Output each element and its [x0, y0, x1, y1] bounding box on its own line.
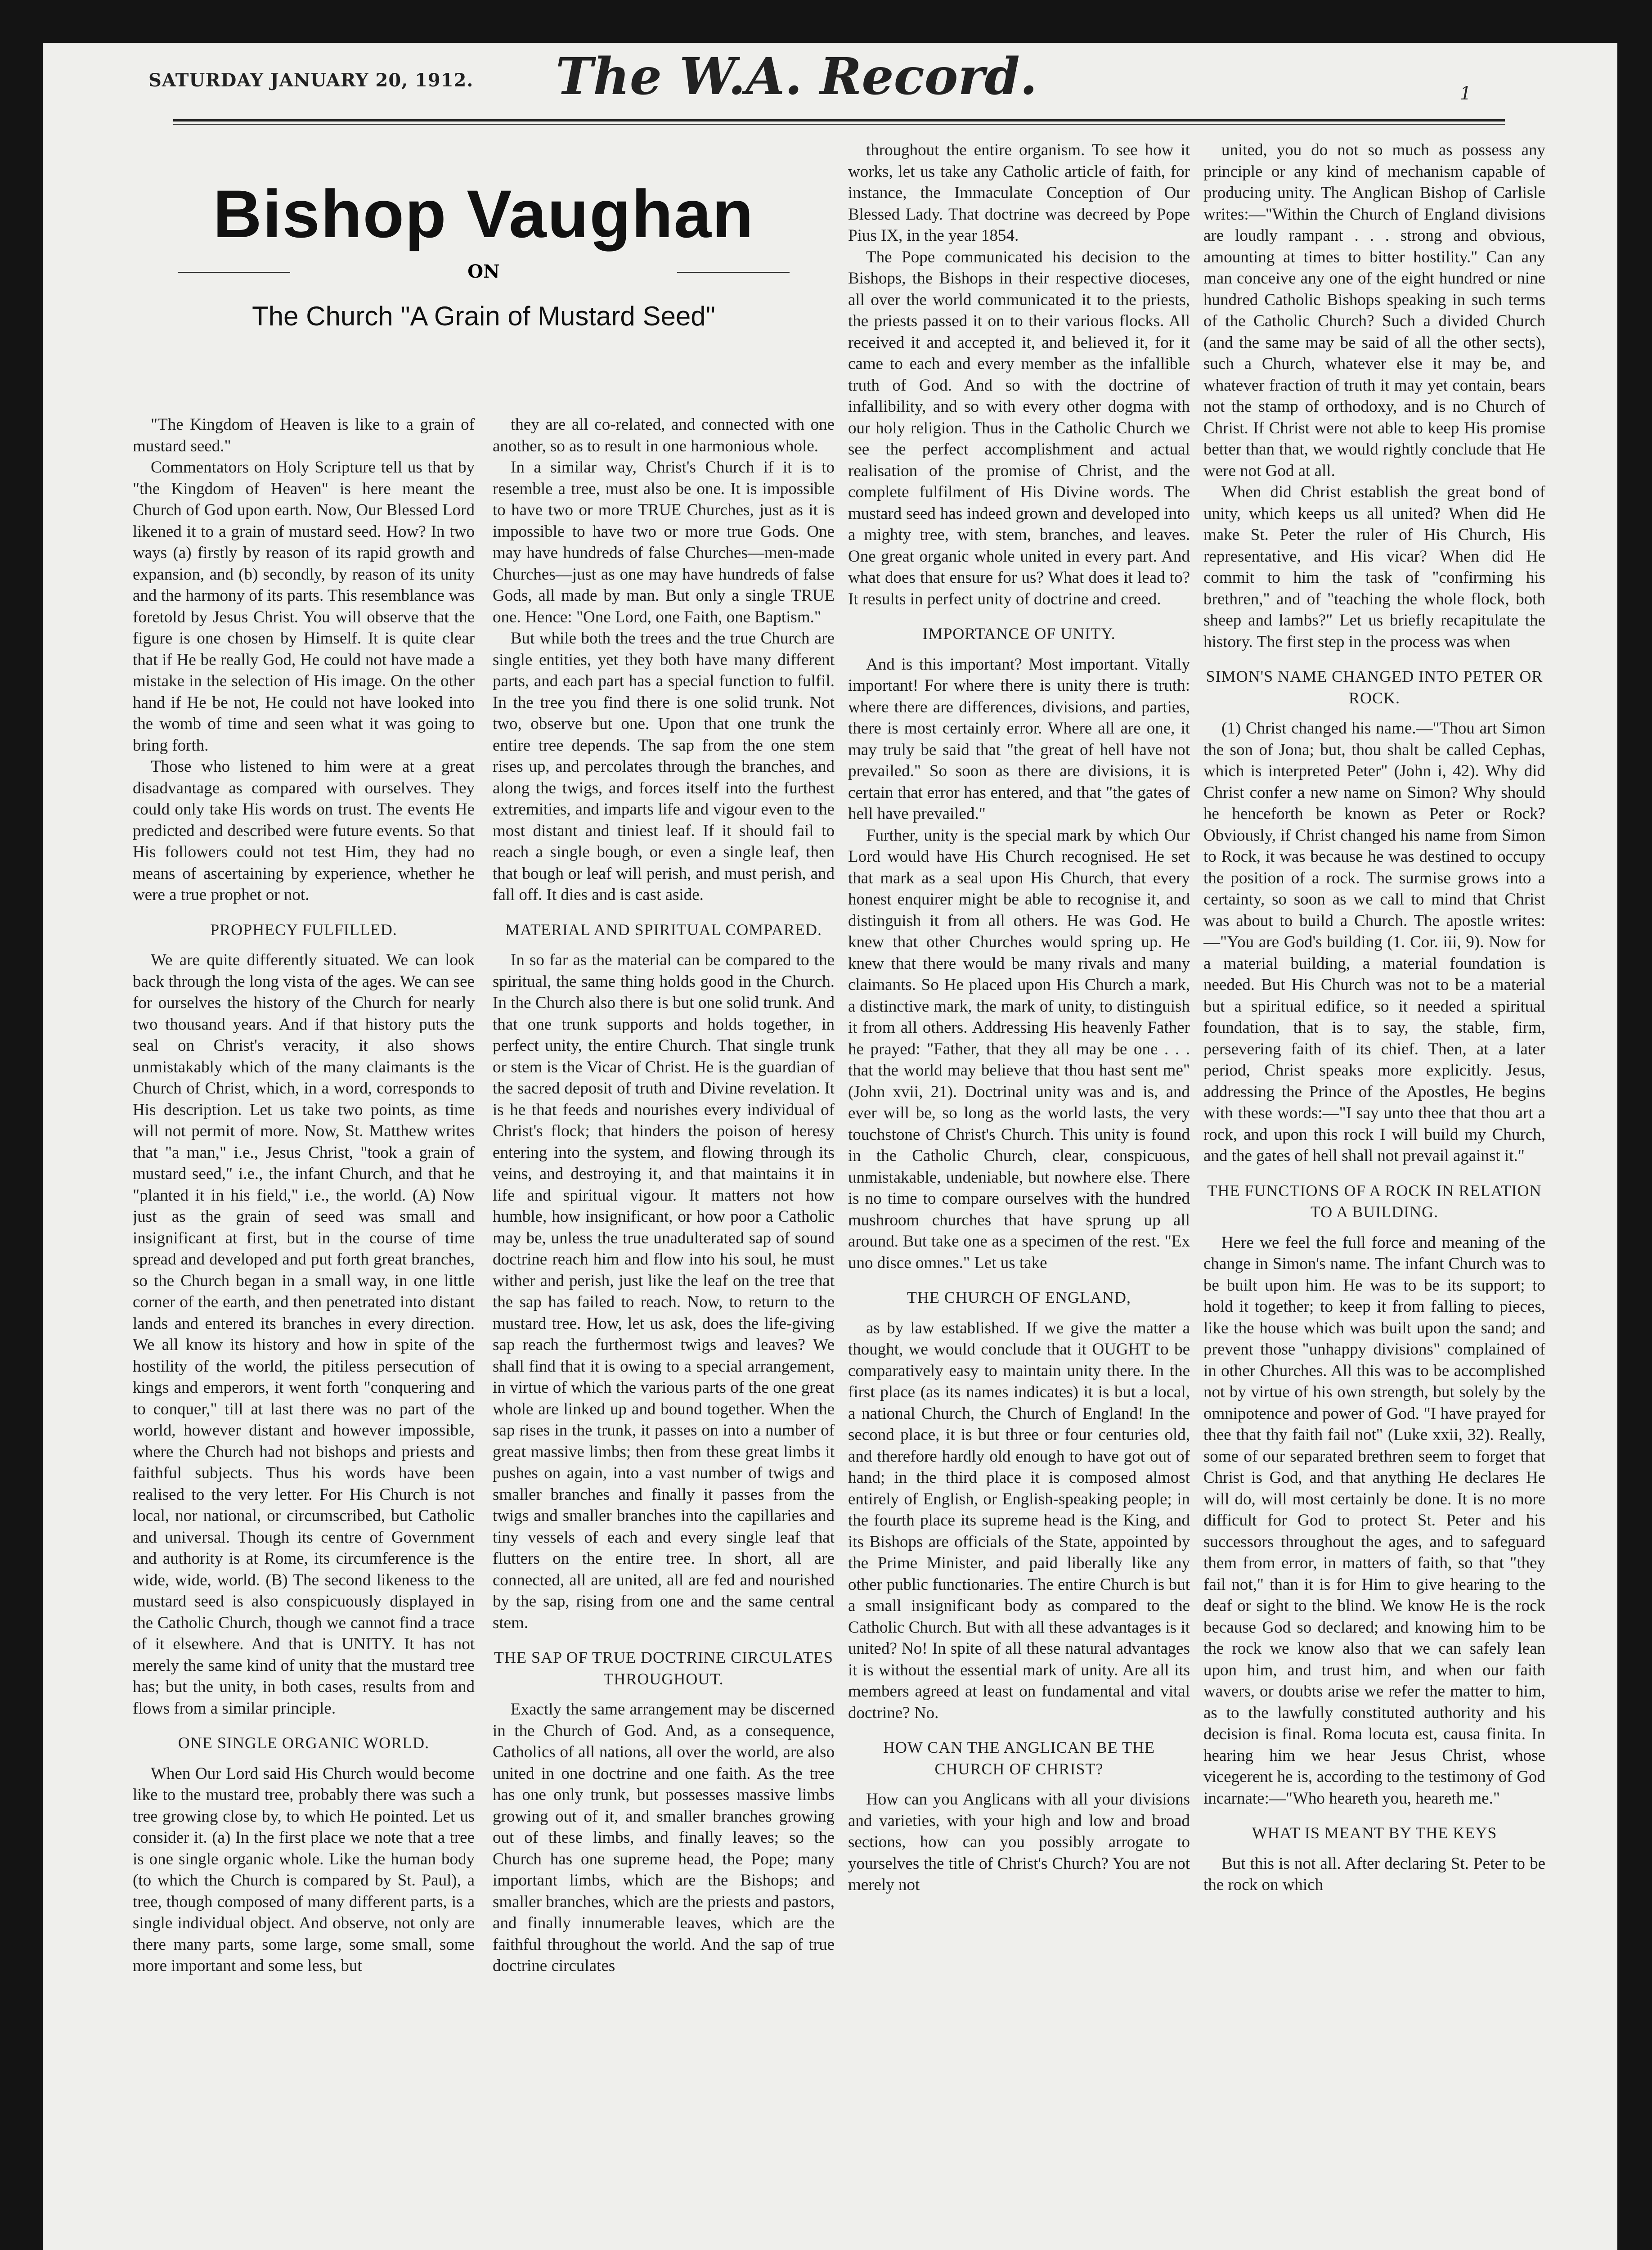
article-headline: Bishop Vaughan [213, 176, 754, 252]
section-heading: THE FUNCTIONS OF A ROCK IN RELATION TO A BUILDING. [1207, 1181, 1542, 1221]
paragraph: The Pope communicated his decision to the Bishops, the Bishops in their respective dioceses, all over the world communicated it to the priests, the priests passed it on to their various flocks. All received it and accepted it, and believed it, for it came to each and every member as the infallible truth of God. And so with the doctrine of infallibility, and so with every other dogma with our holy religion. Thus in the Catholic Church we see the perfect accomplishment and actual realisation of the promise of Christ, and the complete fulfilment of His Divine words. The mustard seed has indeed grown and developed into a mighty tree, with stem, branches, and leaves. One great organic whole united in every part. And what does that ensure for us? What does it lead to? It results in perfect unity of doctrine and creed. [848, 248, 1190, 608]
masthead [43, 43, 1617, 124]
paragraph: But while both the trees and the true Church are single entities, yet they both have many different parts, and each part has a special function to fulfil. In the tree you find there is one solid trunk. Not two, observe but one. Upon that one trunk the entire tree depends. The sap from the one stem rises up, and percolates through the branches, and along the twigs, and forces itself into the furthest extremities, and imparts life and vigour even to the most distant and tiniest leaf. If it should fail to reach a single bough, or even a single leaf, then that bough or leaf will perish, and must perish, and fall off. It dies and is cast aside. [493, 629, 835, 904]
issue-date: SATURDAY JANUARY 20, 1912. [148, 70, 474, 91]
paragraph: How can you Anglicans with all your divisions and varieties, with your high and low and broad sections, how can you possibly arrogate to yourselves the title of Christ's Church? You are not merely not [848, 1790, 1190, 1894]
column-3 [848, 140, 1190, 2250]
paragraph: When did Christ establish the great bond of unity, which keeps us all united? When did He make St. Peter the ruler of His Church, His representative, and His vicar? When did He commit to him the task of "confirming his brethren," and of "teaching the whole flock, both sheep and lambs?" Let us briefly recapitulate the history. The first step in the process was when [1203, 483, 1545, 651]
paragraph: (1) Christ changed his name.—"Thou art Simon the son of Jona; but, thou shalt be called Cephas, which is interpreted Peter" (John i, 42). Why did Christ confer a new name on Simon? Why should he henceforth be known as Peter or Rock? Obviously, if Christ changed his name from Simon to Rock, it was because he was destined to occupy the position of a rock. The surmise grows into a certainty, so soon as we call to mind that Christ was about to build a Church. The apostle writes:—"You are God's building (1. Cor. iii, 9). Now for a material building, a material foundation is needed. But His Church was not to be a material but a spiritual edifice, so it needed a spiritual foundation, that is to say, the stable, firm, persevering faith of its chief. Then, at a later period, Christ speaks more explicitly. Jesus, addressing the Prince of the Apostles, He begins with these words:—"I say unto thee that thou art a rock, and upon this rock I will build my Church, and the gates of hell shall not prevail against it." [1203, 719, 1545, 1165]
paragraph: In a similar way, Christ's Church if it is to resemble a tree, must also be one. It is impossible to have two or more TRUE Churches, just as it is impossible to have two or more true Gods. One may have hundreds of false Churches—men-made Churches—just as one may have hundreds of false Gods, all made by man. But only a single TRUE one. Hence: "One Lord, one Faith, one Baptism." [493, 458, 835, 626]
paragraph: as by law established. If we give the matter a thought, we would conclude that it OUGHT to be comparatively easy to maintain unity there. In the first place (as its names indicates) it is but a local, a national Church, the Church of England! In the second place, it is but three or four centuries old, and therefore hardly old enough to have got out of hand; in the third place it is composed almost entirely of English, or English-speaking people; in the fourth place its supreme head is the King, and its Bishops are officials of the State, appointed by the Prime Minister, and paid liberally like any other public functionaries. The entire Church is but a small insignificant body as compared to the Catholic Church. But with all these advantages is it united? No! In spite of all these natural advantages it is without the essential mark of unity. Are all its members agreed at least on fundamental and vital doctrine? No. [848, 1318, 1190, 1722]
newspaper-page [43, 43, 1617, 2250]
section-heading: WHAT IS MEANT BY THE KEYS [1252, 1824, 1497, 1842]
paragraph: And is this important? Most important. Vitally important! For where there is unity there is truth: where there are differences, divisions, and parties, there is most certainly error. Where all are one, it may truly be said that "the great of hell have not prevailed." So soon as there are divisions, it is certain that error has entered, and that "the gates of hell have prevailed." [848, 655, 1190, 823]
paragraph: But this is not all. After declaring St. Peter to be the rock on which [1203, 1854, 1545, 1894]
paragraph: Commentators on Holy Scripture tell us that by "the Kingdom of Heaven" is here meant the Church of God upon earth. Now, Our Blessed Lord likened it to a grain of mustard seed. How? In two ways (a) firstly by reason of its rapid growth and expansion, and (b) secondly, by reason of its unity and the harmony of its parts. This resemblance was foretold by Jesus Christ. You will observe that the figure is one chosen by Himself. It is quite clear that if He be really God, He could not have made a mistake in the selection of His image. On the other hand if He be not, He could not have looked into the womb of time and seen what it was going to bring forth. [133, 458, 475, 755]
paragraph: We are quite differently situated. We can look back through the long vista of the ages. We can see for ourselves the history of the Church for nearly two thousand years. And if that history puts the seal on Christ's veracity, it also shows unmistakably which of the many claimants is the Church of Christ, which, in a word, corresponds to His description. Let us take two points, as time will not permit of more. Now, St. Matthew writes that "a man," i.e., Jesus Christ, "took a grain of mustard seed," i.e., the infant Church, and that he "planted it in his field," i.e., the world. (A) Now just as the grain of seed was small and insignificant at first, but in the course of time spread and developed and put forth great branches, so the Church began in a small way, in one little corner of the earth, and then penetrated into distant lands and entered its branches in every direction. We all know its history and how in spite of the hostility of the world, the pitiless persecution of kings and emperors, it went forth "conquering and to conquer," till at last there was no part of the world, however distant and however impossible, where the Church had not bishops and priests and faithful subjects. Thus his words have been realised to the very letter. For His Church is not local, nor national, or circumscribed, but Catholic and universal. Though its centre of Government and authority is at Rome, its circumference is the wide, wide, world. (B) The second likeness to the mustard seed is also conspicuously displayed in the Catholic Church, though we cannot find a trace of it elsewhere. And that is UNITY. It has not merely the same kind of unity that the mustard tree has; but the unity, in both cases, results from and flows from a similar principle. [133, 951, 475, 1718]
paragraph: they are all co-related, and connected with one another, so as to result in one harmonious whole. [493, 415, 835, 455]
section-heading: ONE SINGLE ORGANIC WORLD. [178, 1734, 430, 1752]
paragraph: When Our Lord said His Church would become like to the mustard tree, probably there was such a tree growing close by, to which He pointed. Let us consider it. (a) In the first place we note that a tree is one single organic whole. Like the human body (to which the Church is compared by St. Paul), a tree, though composed of many different parts, is a single individual object. And observe, not only are there many parts, some large, some small, some more important and some less, but [133, 1764, 475, 1975]
section-heading: IMPORTANCE OF UNITY. [922, 625, 1116, 643]
paragraph: Further, unity is the special mark by which Our Lord would have His Church recognised. He set that mark as a seal upon His Church, that every honest enquirer might be able to recognise it, and distinguish it from all others. He was God. He knew that other Churches would spring up. He knew that there would be many rivals and many claimants. So He placed upon His Church a mark, a distinctive mark, the mark of unity, to distinguish it from all others. Addressing His heavenly Father he prayed: "Father, that they all may be one . . . that the world may believe that thou hast sent me" (John xvii, 21). Doctrinal unity was and is, and ever will be, so long as the world lasts, the very touchstone of Christ's Church. This unity is found in the Catholic Church, clear, conspicuous, unmistakable, undeniable, but nowhere else. There is no time to compare ourselves with the hundred mushroom churches that have sprung up all around. But take one as a specimen of the rest. "Ex uno disce omnes." Let us take [848, 826, 1190, 1272]
paragraph: united, you do not so much as possess any principle or any kind of mechanism capable of producing unity. The Anglican Bishop of Carlisle writes:—"Within the Church of England divisions are loudly rampant . . . strong and obvious, amounting at times to bitter hostility." Can any man conceive any one of the eight hundred or nine hundred Catholic Bishops speaking in such terms of the Catholic Church? Such a divided Church (and the same may be said of all the other sects), such a Church, whatever else it may be, and whatever fraction of truth it may yet contain, bears not the stamp of orthodoxy, and is no Church of Christ. If Christ were not able to keep His promise better than that, we would rightly conclude that He were not God at all. [1203, 141, 1545, 480]
newspaper-title: The W.A. Record. [556, 47, 1037, 106]
article-subhead: The Church "A Grain of Mustard Seed" [252, 301, 715, 331]
masthead-rule-thin [173, 124, 1505, 125]
section-heading: MATERIAL AND SPIRITUAL COMPARED. [505, 920, 822, 939]
paragraph: Those who listened to him were at a great disadvantage as compared with ourselves. They could only take His words on trust. The events He predicted and described were future events. So that His followers could not test Him, they had no means of ascertaining by experience, whether he were a true prophet or not. [133, 757, 475, 904]
paragraph: Here we feel the full force and meaning of the change in Simon's name. The infant Church was to be built upon him. He was to be its support; to hold it together; to keep it from falling to pieces, like the house which was built upon the sand; and prevent those "unhappy divisions" complained of in other Churches. All this was to be accomplished not by virtue of his own strength, but solely by the omnipotence and power of God. "I have prayed for thee that thy faith fail not" (Luke xxii, 32). Really, some of our separated brethren seem to forget that Christ is God, and that anything He declares He will do, will most certainly be done. It is no more difficult for God to protect St. Peter and his successors throughout the ages, and to safeguard them from error, in matters of faith, so that "they fail not," than it is for Him to give hearing to the deaf or sight to the blind. We know He is the rock because God so declared; and knowing him to be the rock we know also that we can safely lean upon him, and trust him, and when our faith wavers, or doubts arise we refer the matter to him, as to the lawfully constituted authority and his decision is final. Roma locuta est, causa finita. In hearing him we hear Jesus Christ, whose vicegerent he is, according to the testimony of God incarnate:—"Who heareth you, heareth me." [1203, 1233, 1545, 1808]
page-number: 1 [1460, 83, 1472, 104]
section-heading: SIMON'S NAME CHANGED INTO PETER OR ROCK. [1206, 667, 1543, 707]
paragraph: throughout the entire organism. To see how it works, let us take any Catholic article of faith, for instance, the Immaculate Conception of Our Blessed Lady. That doctrine was decreed by Pope Pius IX, in the year 1854. [848, 141, 1190, 245]
section-heading: HOW CAN THE ANGLICAN BE THE CHURCH OF CHRIST? [883, 1738, 1155, 1778]
section-heading: PROPHECY FULFILLED. [210, 920, 397, 939]
masthead-rule [173, 119, 1505, 122]
paragraph: "The Kingdom of Heaven is like to a grain of mustard seed." [133, 415, 475, 455]
paragraph: In so far as the material can be compared to the spiritual, the same thing holds good in the Church. In the Church also there is but one solid trunk. And that one trunk supports and holds together, in perfect unity, the entire Church. That single trunk or stem is the Vicar of Christ. He is the guardian of the sacred deposit of truth and Divine revelation. It is he that feeds and nourishes every individual of Christ's flock; that hinders the poison of heresy entering into the system, and flowing through its veins, and destroying it, and that maintains it in life and spiritual vigour. It matters not how humble, how insignificant, or how poor a Catholic may be, unless the true unadulterated sap of sound doctrine reach him and flow into his soul, he must wither and perish, just like the leaf on the tree that the sap has failed to reach. Now, to return to the mustard tree. How, let us ask, does the life-giving sap reach the furthermost twigs and leaves? We shall find that it is owing to a special arrangement, in virtue of which the various parts of the one great whole are linked up and bound together. When the sap rises in the trunk, it passes on into a number of great massive limbs; then from these great limbs it pushes on again, into a vast number of twigs and smaller branches and finally it passes from the twigs and smaller branches into the capillaries and tiny vessels of each and every single leaf that flutters on the entire tree. In short, all are connected, all are united, all are fed and nourished by the sap, rising from one and the same central stem. [493, 951, 835, 1632]
column-1 [133, 140, 475, 2250]
column-4 [1203, 140, 1545, 2250]
column-2 [493, 140, 835, 2250]
paragraph: Exactly the same arrangement may be discerned in the Church of God. And, as a consequence, Catholics of all nations, all over the world, are also united in one doctrine and one faith. As the tree has one only trunk, but possesses massive limbs growing out of it, and smaller branches growing out of these limbs, and finally leaves; so the Church has one supreme head, the Pope; many important limbs, which are the Bishops; and smaller branches, which are the priests and pastors, and finally innumerable leaves, which are the faithful throughout the world. And the sap of true doctrine circulates [493, 1700, 835, 1975]
section-heading: THE SAP OF TRUE DOCTRINE CIRCULATES THROUGHOUT. [494, 1648, 834, 1688]
article-on-label: ON [133, 261, 835, 282]
section-heading: THE CHURCH OF ENGLAND, [907, 1288, 1131, 1306]
